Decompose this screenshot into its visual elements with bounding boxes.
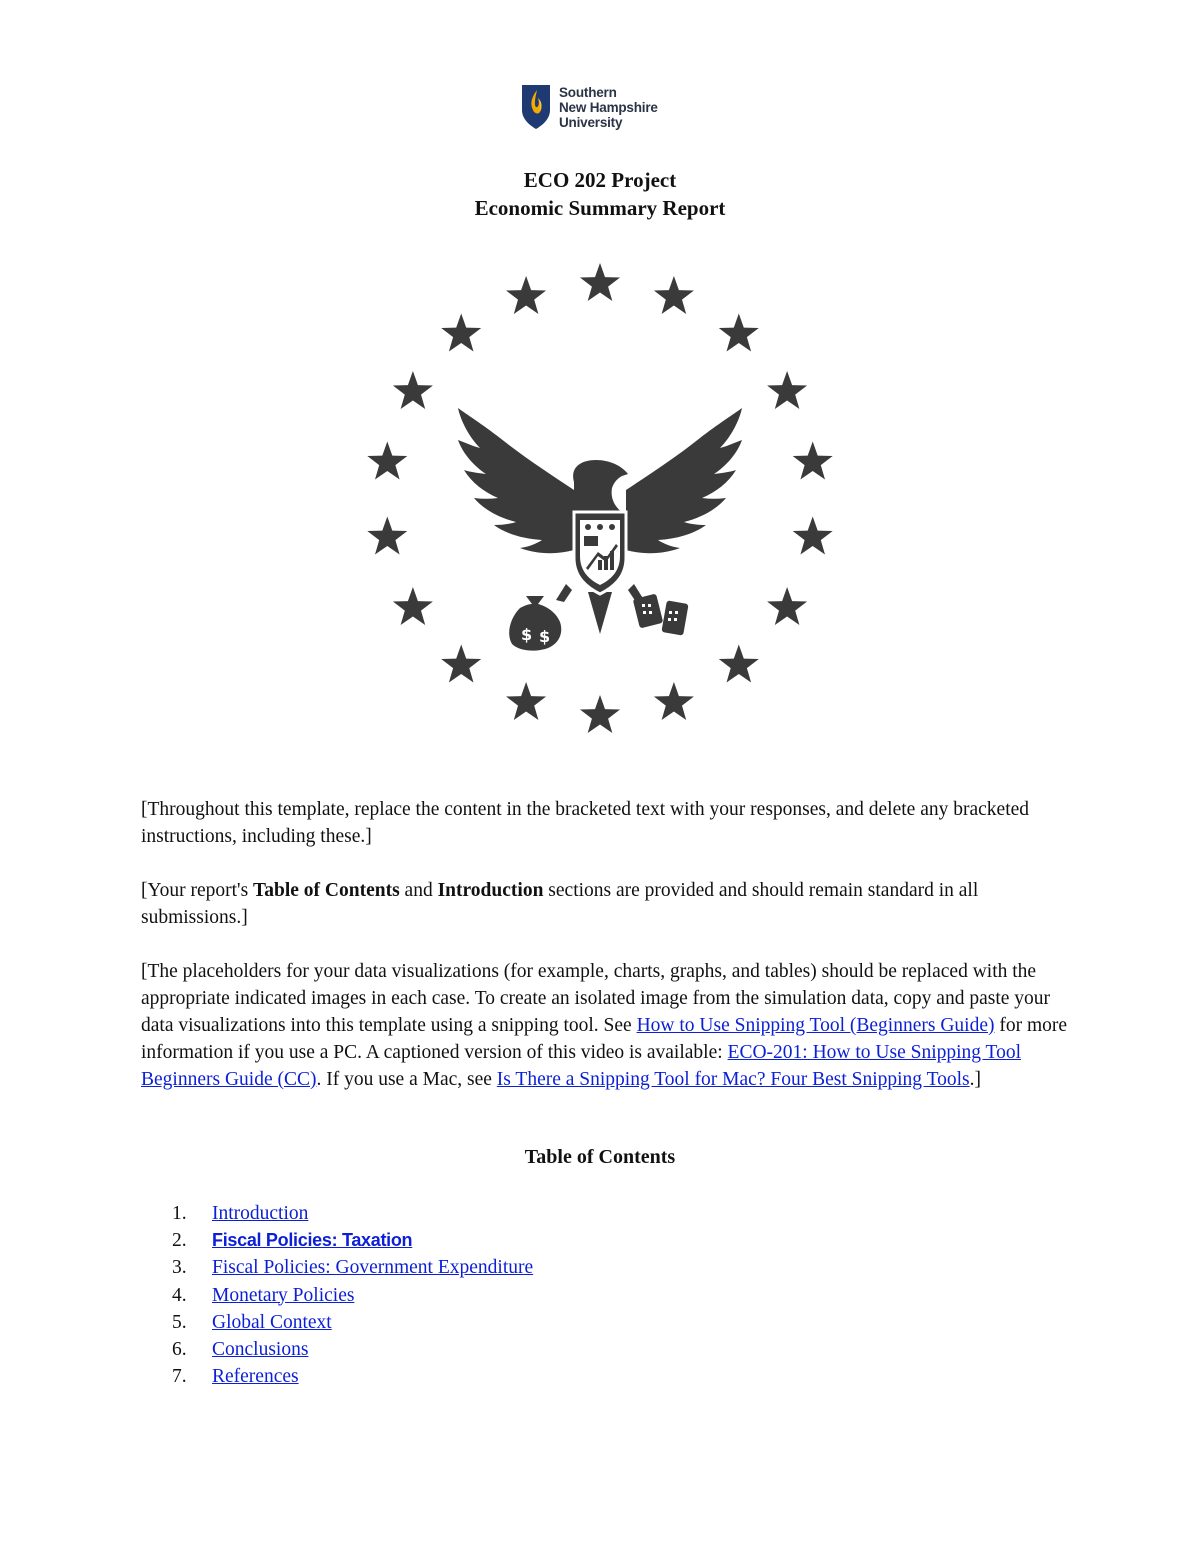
logo-wordmark: Southern New Hampshire University <box>559 85 658 130</box>
toc-heading: Table of Contents <box>524 1146 676 1168</box>
toc-item: 5. Global Context <box>172 1309 533 1336</box>
document-title <box>0 166 1200 222</box>
mac-snipping-tools-link[interactable]: Is There a Snipping Tool for Mac? Four Best Snipping Tools <box>496 1069 970 1090</box>
toc-link-introduction[interactable]: Introduction <box>212 1203 309 1224</box>
project-title: ECO 202 Project <box>523 168 677 192</box>
star-icon <box>441 314 481 352</box>
star-icon <box>654 276 694 314</box>
star-icon <box>767 371 807 409</box>
toc-link-references[interactable]: References <box>212 1366 299 1388</box>
star-icon <box>654 682 694 720</box>
toc-item: 2. Fiscal Policies: Taxation <box>172 1227 533 1254</box>
svg-text:$: $ <box>539 627 551 646</box>
star-icon <box>506 276 546 314</box>
instruction-paragraph-2: [Your report's Table of Contents and Introduction sections are provided and should remain standard in all submissions.] <box>141 880 979 928</box>
toc-item: 6. Conclusions <box>172 1336 533 1363</box>
instruction-paragraph-1: [Throughout this template, replace the content in the bracketed text with your responses, and delete any bracketed instructions, including these.] <box>141 799 1030 847</box>
toc-item: 4. Monetary Policies <box>172 1282 533 1309</box>
toc-link-global-context[interactable]: Global Context <box>212 1311 332 1333</box>
shield-flame-icon <box>521 84 551 130</box>
toc-item: 1. Introduction <box>172 1200 533 1227</box>
star-icon <box>506 682 546 720</box>
star-icon <box>793 442 833 480</box>
report-title: Economic Summary Report <box>474 196 726 220</box>
eagle-emblem-icon <box>360 262 840 746</box>
toc-item: 7. References <box>172 1363 533 1390</box>
star-icon <box>719 314 759 352</box>
star-icon <box>367 517 407 555</box>
snipping-tool-cc-link[interactable]: ECO-201: How to Use Snipping Tool Beginners Guide (CC) <box>141 1042 1022 1090</box>
star-icon <box>580 263 620 301</box>
star-icon <box>719 645 759 683</box>
star-icon <box>793 517 833 555</box>
star-icon <box>393 371 433 409</box>
toc-link-conclusions[interactable]: Conclusions <box>212 1339 309 1361</box>
toc-item: 3. Fiscal Policies: Government Expenditure <box>172 1254 533 1281</box>
snipping-tool-guide-link[interactable]: How to Use Snipping Tool (Beginners Guide) <box>636 1015 995 1036</box>
star-icon <box>580 695 620 733</box>
instruction-paragraph-3: [The placeholders for your data visualizations (for example, charts, graphs, and tables) should be replaced with the appropriate indicated images in each case. To create an isolated image from the simulation data, copy and paste your data visualizations into this template using a snipping tool. See How to Use Snipping Tool (Beginners Guide) for more information if you use a PC. A captioned version of this video is available: ECO-201: How to Use Snipping Tool Beginners Guide (CC). If you use a Mac, see Is There a Snipping Tool for Mac? Four Best Snipping Tools.] <box>141 961 1068 1090</box>
star-icon <box>441 645 481 683</box>
toc-link-taxation[interactable]: Fiscal Policies: Taxation <box>212 1230 413 1251</box>
star-icon <box>393 587 433 625</box>
star-icon <box>767 587 807 625</box>
snhu-logo <box>521 84 691 132</box>
toc-link-monetary-policies[interactable]: Monetary Policies <box>212 1284 355 1306</box>
toc-link-government-expenditure[interactable]: Fiscal Policies: Government Expenditure <box>212 1257 534 1279</box>
svg-text:$: $ <box>521 625 533 644</box>
table-of-contents <box>172 1200 533 1390</box>
star-icon <box>367 442 407 480</box>
